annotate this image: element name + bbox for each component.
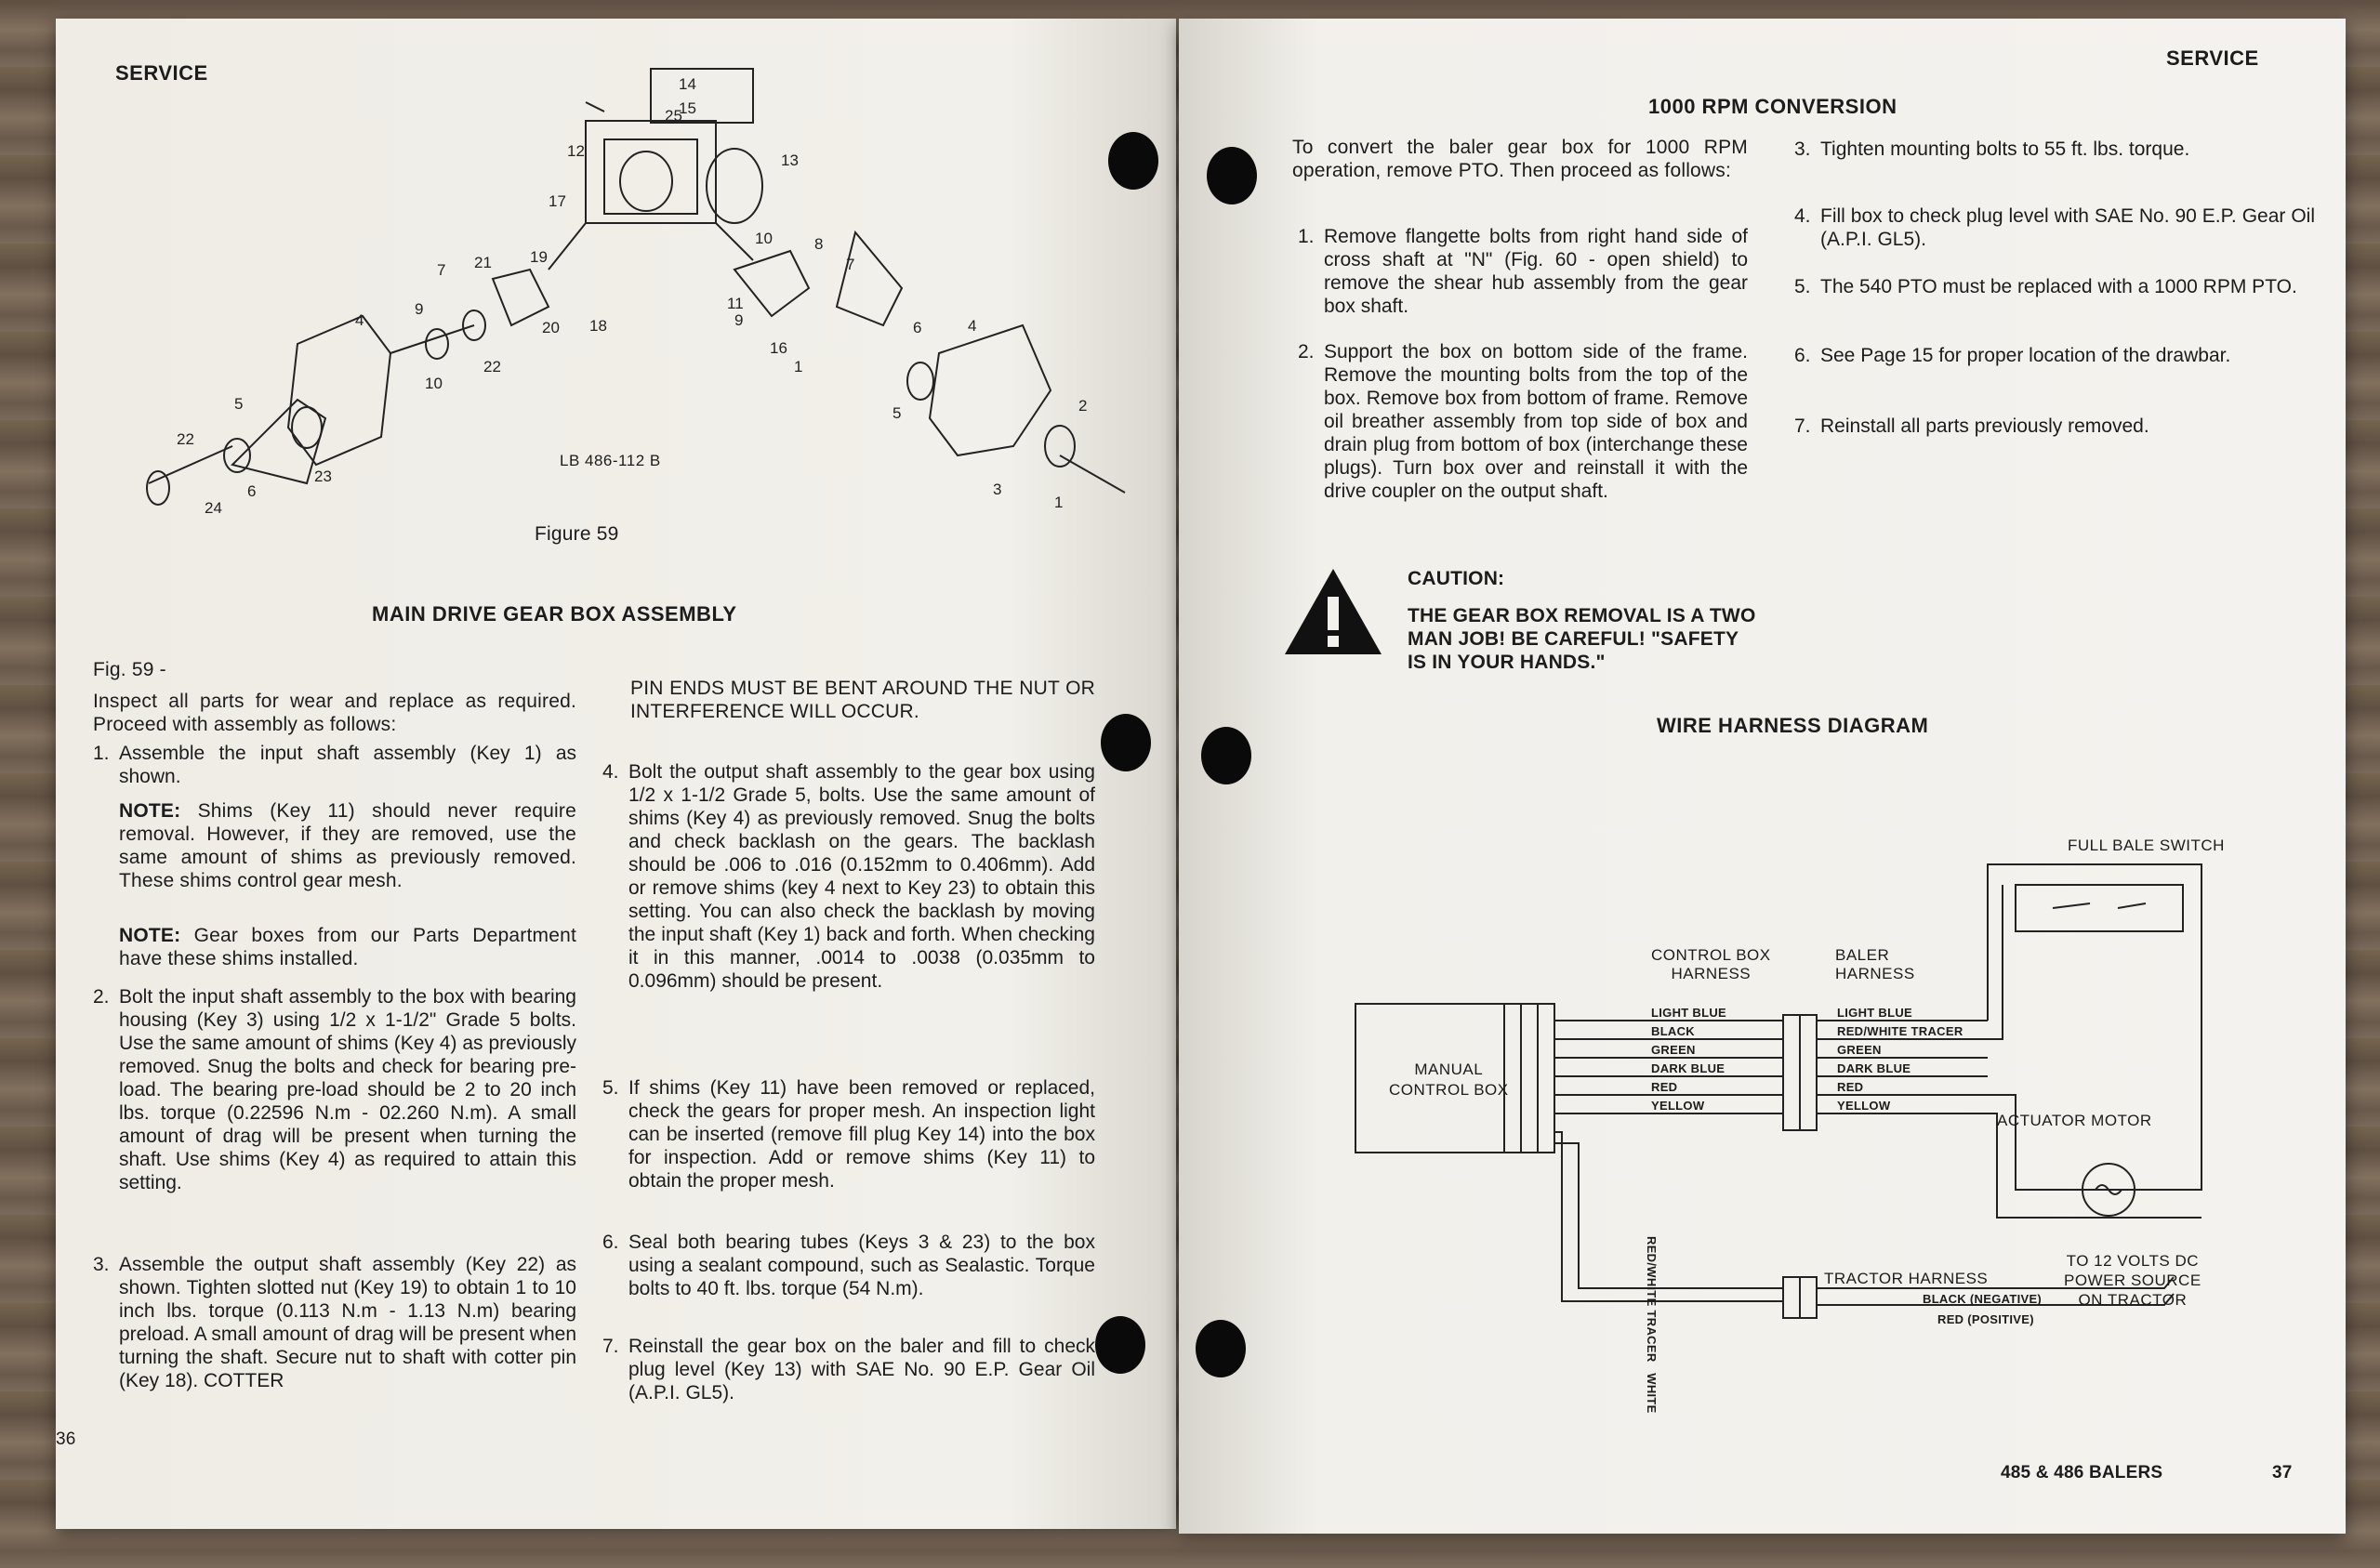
left-wire-3: GREEN — [1651, 1043, 1696, 1057]
svg-text:23: 23 — [314, 468, 332, 485]
binder-hole — [1108, 132, 1158, 190]
binder-hole — [1207, 147, 1257, 204]
caution-label: CAUTION: — [1408, 568, 1505, 589]
left-step-2: 2. Bolt the input shaft assembly to the box with bearing housing (Key 3) using 1/2 x 1-1/2" Grade 5 bolts. Use the same amount of shims (Key 4) as previously removed. Snug the bolts and check for bearing pre-load. The bearing pre-load should be 2 to 20 inch lbs. torque (0.22596 N.m - 02.260 N.m). A small amount of drag will be present when turning the shaft. Use shims (Key 4) as required to attain this setting. — [93, 986, 576, 1193]
intro-text: Inspect all parts for wear and replace as required. Proceed with assembly as follows: — [93, 691, 576, 735]
label-power-source: TO 12 VOLTS DC POWER SOURCE ON TRACTOR — [2064, 1252, 2202, 1309]
left-step-7: 7. Reinstall the gear box on the baler and fill to check plug level (Key 13) with SAE No. 90 E.P. Gear Oil (A.P.I. GL5). — [602, 1336, 1095, 1403]
svg-text:20: 20 — [542, 319, 560, 336]
svg-text:17: 17 — [549, 192, 566, 210]
conversion-title: 1000 RPM CONVERSION — [1648, 95, 1897, 118]
label-tractor-harness: TRACTOR HARNESS — [1824, 1270, 1989, 1287]
right-page — [1179, 19, 2346, 1534]
svg-text:5: 5 — [234, 395, 244, 413]
right-footer: 485 & 486 BALERS — [2001, 1463, 2163, 1482]
left-step-5: 5. If shims (Key 11) have been removed or replaced, check the gears for proper mesh. An inspection light can be inserted (remove fill plug Key 14) into the box for inspection. Add or remove shims (Key 11) to obtain the proper mesh. — [602, 1077, 1095, 1192]
right-wire-4: DARK BLUE — [1837, 1061, 1911, 1075]
right-step-1: 1. Remove flangette bolts from right hand side of cross shaft at "N" (Fig. 60 - open shield) to remove the shear hub assembly from the gear box shaft. — [1298, 226, 1748, 317]
warning-triangle-icon — [1281, 565, 1385, 658]
fig-ref: Fig. 59 - — [93, 659, 166, 680]
svg-text:2: 2 — [1078, 397, 1088, 415]
label-control-box-harness: CONTROL BOX HARNESS — [1651, 946, 1771, 982]
left-wire-5: RED — [1651, 1080, 1678, 1094]
svg-text:24: 24 — [205, 499, 222, 517]
svg-text:12: 12 — [567, 142, 585, 160]
right-step-6: 6. See Page 15 for proper location of the drawbar. — [1794, 345, 2231, 366]
left-step-4: 4. Bolt the output shaft assembly to the gear box using 1/2 x 1-1/2 Grade 5, bolts. Use the same amount of shims (Key 4) as previously removed. Snug the bolts and check backlash on the gears. The backlash should be .006 to .016 (0.152mm to 0.406mm). Add or remove shims (key 4 next to Key 23) to obtain this setting. You can also check the backlash by moving the input shaft (Key 1) back and forth. When checking it in this manner, .0014 to .0038 (0.035mm to 0.096mm) should be present. — [602, 761, 1095, 992]
right-header: SERVICE — [2166, 46, 2259, 70]
left-header: SERVICE — [115, 61, 208, 85]
binder-hole — [1201, 727, 1251, 784]
svg-text:15: 15 — [679, 99, 696, 117]
svg-text:1: 1 — [1054, 494, 1064, 511]
note-1: NOTE: Shims (Key 11) should never require removal. However, if they are removed, use the same amount of shims as previously removed. These shims control gear mesh. — [119, 800, 576, 891]
svg-text:3: 3 — [993, 481, 1002, 498]
left-step-6: 6. Seal both bearing tubes (Keys 3 & 23) to the box using a sealant compound, such as Sealastic. Torque bolts to 40 ft. lbs. torque (54 N.m). — [602, 1232, 1095, 1299]
left-step-1: 1. Assemble the input shaft assembly (Key 1) as shown. — [93, 743, 576, 787]
vertical-wire-labels: RED/WHITE TRACER WHITE — [1645, 1236, 1659, 1414]
left-wire-4: DARK BLUE — [1651, 1061, 1726, 1075]
conversion-intro: To convert the baler gear box for 1000 RPM operation, remove PTO. Then proceed as follows: — [1292, 137, 1748, 181]
binder-hole — [1101, 714, 1151, 771]
right-wire-3: GREEN — [1837, 1043, 1882, 1057]
svg-text:18: 18 — [589, 317, 607, 335]
svg-text:10: 10 — [425, 375, 443, 392]
left-wire-6: YELLOW — [1651, 1099, 1705, 1113]
gearbox-exploded-diagram — [84, 46, 1162, 520]
right-page-number: 37 — [2272, 1463, 2293, 1482]
svg-text:14: 14 — [679, 75, 696, 93]
right-step-2: 2. Support the box on bottom side of the frame. Remove the mounting bolts from the top of the box. Remove box from bottom of frame. Remove oil breather assembly from top side of box and drain plug from bottom of box (interchange these plugs). Turn box over and reinstall it with the drive coupler on the output shaft. — [1298, 341, 1748, 502]
binder-hole — [1196, 1320, 1246, 1377]
svg-text:7: 7 — [437, 261, 446, 279]
svg-text:4: 4 — [355, 311, 364, 329]
svg-text:11: 11 — [727, 295, 744, 312]
svg-text:25: 25 — [665, 107, 682, 125]
svg-text:19: 19 — [530, 248, 548, 266]
svg-text:10: 10 — [755, 230, 773, 247]
svg-text:8: 8 — [814, 235, 824, 253]
label-manual-control-box: MANUAL CONTROL BOX — [1389, 1061, 1509, 1099]
right-wire-6: YELLOW — [1837, 1099, 1891, 1113]
svg-text:21: 21 — [474, 254, 492, 271]
label-baler-harness: BALER HARNESS — [1835, 946, 1915, 982]
right-step-7: 7. Reinstall all parts previously removed. — [1794, 415, 2149, 437]
right-wire-2: RED/WHITE TRACER — [1837, 1024, 1964, 1038]
label-full-bale-switch: FULL BALE SWITCH — [2068, 837, 2225, 854]
left-step-3: 3. Assemble the output shaft assembly (Key 22) as shown. Tighten slotted nut (Key 19) to obtain 1 to 10 inch lbs. torque (0.113 N.m - 1.13 N.m) bearing preload. A small amount of drag will be present when turning the shaft. Secure nut to shaft with cotter pin (Key 18). COTTER — [93, 1254, 576, 1391]
right-step-3: 3. Tighten mounting bolts to 55 ft. lbs. torque. — [1794, 138, 2190, 160]
svg-text:22: 22 — [177, 430, 194, 448]
left-page — [56, 19, 1176, 1529]
section-title: MAIN DRIVE GEAR BOX ASSEMBLY — [372, 602, 737, 626]
figure-caption: Figure 59 — [535, 523, 619, 545]
note-2: NOTE: Gear boxes from our Parts Department have these shims installed. — [119, 925, 576, 969]
label-black-negative: BLACK (NEGATIVE) — [1923, 1292, 2043, 1306]
caution-text: THE GEAR BOX REMOVAL IS A TWO MAN JOB! BE CAREFUL! "SAFETY IS IN YOUR HANDS." — [1408, 605, 1756, 673]
right-wire-1: LIGHT BLUE — [1837, 1006, 1912, 1020]
left-wire-1: LIGHT BLUE — [1651, 1006, 1726, 1020]
svg-text:9: 9 — [734, 311, 744, 329]
svg-text:13: 13 — [781, 152, 799, 169]
right-step-4: 4. Fill box to check plug level with SAE No. 90 E.P. Gear Oil (A.P.I. GL5). — [1794, 205, 2315, 250]
wire-diagram-title: WIRE HARNESS DIAGRAM — [1657, 714, 1929, 737]
svg-text:1: 1 — [794, 358, 803, 376]
svg-text:5: 5 — [892, 404, 902, 422]
svg-text:7: 7 — [846, 256, 855, 273]
svg-text:4: 4 — [968, 317, 977, 335]
binder-hole — [1095, 1316, 1145, 1374]
right-step-5: 5. The 540 PTO must be replaced with a 1000 RPM PTO. — [1794, 276, 2297, 297]
svg-text:6: 6 — [913, 319, 922, 336]
left-page-number: 36 — [56, 1430, 76, 1449]
step-3-continued: PIN ENDS MUST BE BENT AROUND THE NUT OR INTERFERENCE WILL OCCUR. — [630, 678, 1095, 722]
label-actuator-motor: ACTUATOR MOTOR — [1997, 1112, 2152, 1129]
svg-text:16: 16 — [770, 339, 787, 357]
left-wire-2: BLACK — [1651, 1024, 1695, 1038]
figure-label: LB 486-112 B — [560, 452, 661, 469]
right-wire-5: RED — [1837, 1080, 1864, 1094]
svg-text:22: 22 — [483, 358, 501, 376]
svg-text:9: 9 — [415, 300, 424, 318]
svg-text:6: 6 — [247, 482, 257, 500]
label-red-positive: RED (POSITIVE) — [1937, 1312, 2034, 1326]
